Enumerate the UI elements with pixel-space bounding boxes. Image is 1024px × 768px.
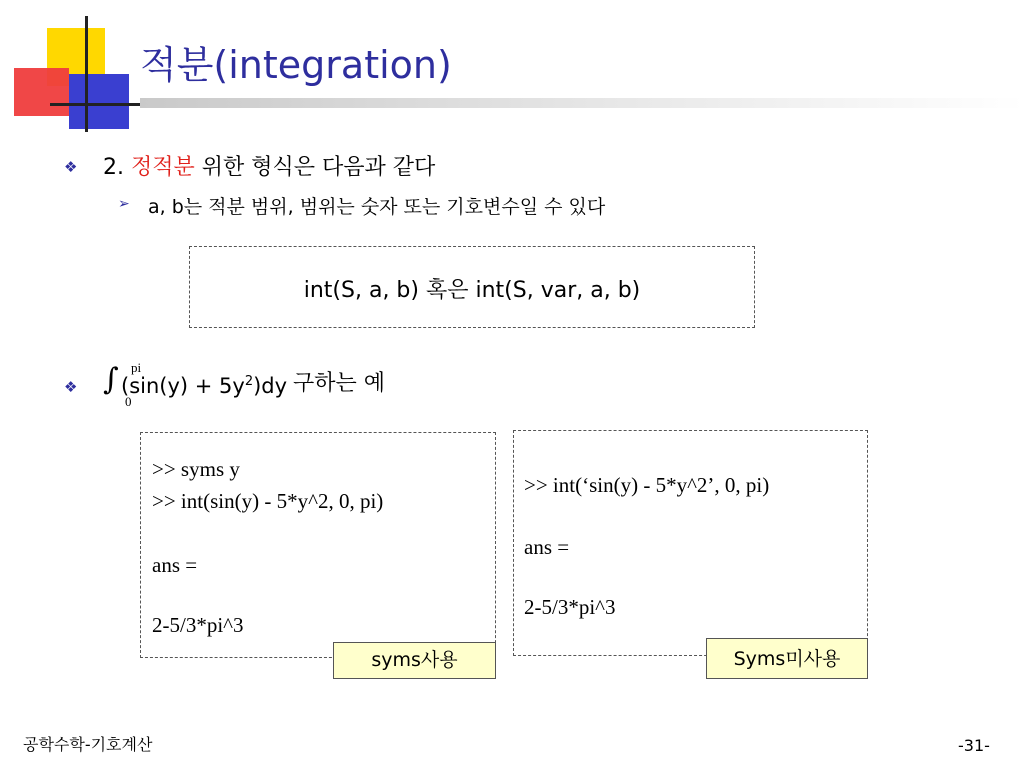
integrand-exponent: 2: [244, 374, 254, 389]
syms-used-tag: syms사용: [333, 642, 496, 679]
integral-symbol: ∫: [103, 362, 119, 397]
arrow-bullet-icon: ➢: [118, 196, 130, 212]
slide-title: 적분(integration): [140, 43, 452, 87]
syntax-formula: int(S, a, b) 혹은 int(S, var, a, b): [303, 278, 641, 303]
sub-bullet-range: a, b는 적분 범위, 범위는 숫자 또는 기호변수일 수 있다: [148, 196, 606, 218]
integrand-prefix: (sin(y) + 5y: [121, 374, 245, 398]
bullet-number: 2.: [103, 155, 131, 180]
logo-red-square: [14, 68, 69, 116]
code-line-int-string: >> int(‘sin(y) - 5*y^2’, 0, pi): [524, 473, 770, 497]
ans-value: 2-5/3*pi^3: [152, 613, 244, 637]
title-underline: [140, 98, 1024, 108]
integral-example: [103, 360, 503, 420]
logo-vertical-line: [85, 16, 88, 132]
ans-label: ans =: [152, 553, 198, 577]
syms-not-used-tag: Syms미사용: [706, 638, 868, 679]
integrand-suffix: )dy: [253, 374, 288, 398]
footer-course-title: 공학수학-기호계산: [23, 735, 153, 754]
ans-value: 2-5/3*pi^3: [524, 595, 616, 619]
logo-horizontal-line: [50, 103, 140, 106]
example-with-syms-box: [140, 432, 496, 658]
code-line-syms: >> syms y: [152, 457, 240, 481]
integrand: [121, 374, 287, 398]
diamond-bullet-icon: ❖: [64, 378, 78, 396]
example-without-syms-box: [513, 430, 868, 656]
code-line-int: >> int(sin(y) - 5*y^2, 0, pi): [152, 489, 384, 513]
ans-label: ans =: [524, 535, 570, 559]
highlight-term: 정적분: [130, 155, 195, 180]
bullet-text: 위한 형식은 다음과 같다: [194, 155, 436, 180]
integral-lower-limit: 0: [125, 394, 132, 409]
diamond-bullet-icon: ❖: [64, 158, 78, 176]
integral-caption: 구하는 예: [293, 371, 386, 396]
footer-page-number: -31-: [958, 736, 990, 755]
integral-upper-limit: pi: [131, 360, 142, 375]
bullet-definite-integral: [103, 150, 435, 181]
syntax-box: [189, 246, 755, 328]
logo-blue-square: [69, 74, 129, 129]
